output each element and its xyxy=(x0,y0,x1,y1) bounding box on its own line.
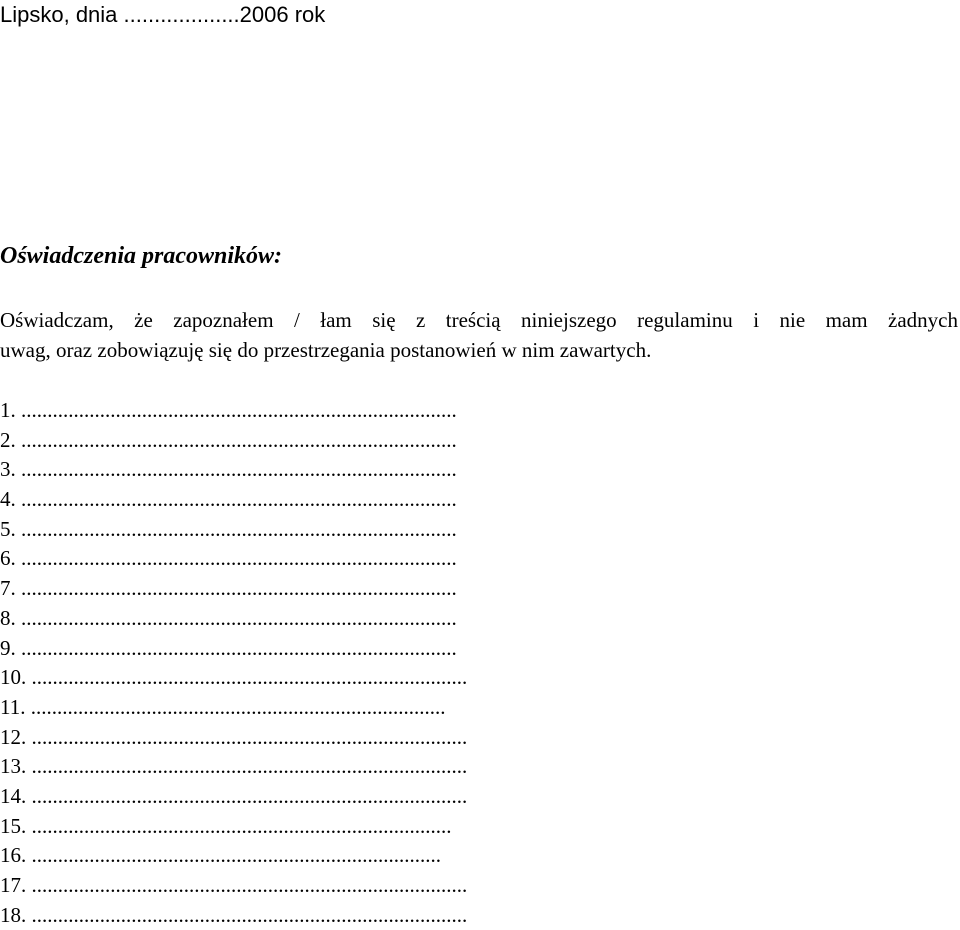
signature-line-number: 13. xyxy=(0,754,27,779)
signature-line xyxy=(0,871,467,901)
signature-line-number: 15. xyxy=(0,813,27,838)
signature-line-dots: ................................................................................... xyxy=(31,873,468,897)
signature-line xyxy=(0,515,467,545)
signature-line-number: 2. xyxy=(0,427,16,452)
signature-line-dots: ................................................................................... xyxy=(21,398,457,422)
signature-line-number: 16. xyxy=(0,843,27,868)
signature-line xyxy=(0,663,467,693)
statement-paragraph xyxy=(0,305,958,365)
signature-line-number: 3. xyxy=(0,457,16,482)
signature-line xyxy=(0,723,467,753)
signature-line xyxy=(0,812,467,842)
signature-line-number: 6. xyxy=(0,546,16,571)
signature-line xyxy=(0,634,467,664)
signature-line-number: 12. xyxy=(0,724,27,749)
signature-line xyxy=(0,752,467,782)
signature-line-number: 5. xyxy=(0,516,16,541)
signature-line xyxy=(0,901,467,930)
signature-line-dots: ................................................................................... xyxy=(21,427,457,452)
signature-line-dots: ................................................................................... xyxy=(21,635,457,660)
statement-line-1: Oświadczam, że zapoznałem / łam się z treścią niniejszego regulaminu i nie mam żadnych xyxy=(0,308,958,332)
signature-line-dots: ................................................................................... xyxy=(31,724,468,749)
document-heading: Oświadczenia pracowników: xyxy=(0,243,283,269)
signature-line-dots: ................................................................................... xyxy=(31,783,468,808)
signature-line-number: 8. xyxy=(0,605,16,630)
signature-line-dots: ................................................................................ xyxy=(31,813,452,838)
signature-line xyxy=(0,782,467,812)
signature-list xyxy=(0,396,467,930)
signature-line-number: 17. xyxy=(0,873,27,897)
signature-line-number: 4. xyxy=(0,487,16,512)
signature-line xyxy=(0,426,467,456)
signature-line-number: 1. xyxy=(0,398,16,422)
signature-line-dots: ................................................................................... xyxy=(31,754,468,779)
signature-line-dots: ................................................................................... xyxy=(21,516,457,541)
signature-line xyxy=(0,604,467,634)
signature-line xyxy=(0,693,467,723)
signature-line xyxy=(0,396,467,426)
signature-line xyxy=(0,574,467,604)
place-date-line: Lipsko, dnia ...................2006 rok xyxy=(0,2,326,27)
signature-line-dots: ................................................................................... xyxy=(21,487,457,512)
signature-line-dots: ............................................................................... xyxy=(30,694,446,719)
signature-line-number: 14. xyxy=(0,783,27,808)
signature-line xyxy=(0,485,467,515)
statement-line-2: uwag, oraz zobowiązuję się do przestrzegania postanowień w nim zawartych. xyxy=(0,338,652,362)
signature-line-number: 11. xyxy=(0,694,26,719)
signature-line xyxy=(0,544,467,574)
signature-line-dots: ................................................................................... xyxy=(21,605,457,630)
signature-line-number: 9. xyxy=(0,635,16,660)
signature-line-number: 7. xyxy=(0,576,16,601)
signature-line-number: 18. xyxy=(0,902,27,927)
signature-line-number: 10. xyxy=(0,665,27,690)
signature-line-dots: ................................................................................... xyxy=(21,457,457,482)
signature-line xyxy=(0,841,467,871)
signature-line-dots: ................................................................................... xyxy=(21,546,457,571)
signature-line-dots: ................................................................................... xyxy=(21,576,457,601)
signature-line-dots: ................................................................................... xyxy=(31,665,468,690)
signature-line xyxy=(0,455,467,485)
signature-line-dots: ................................................................................... xyxy=(31,902,468,927)
signature-line-dots: .............................................................................. xyxy=(31,843,441,868)
